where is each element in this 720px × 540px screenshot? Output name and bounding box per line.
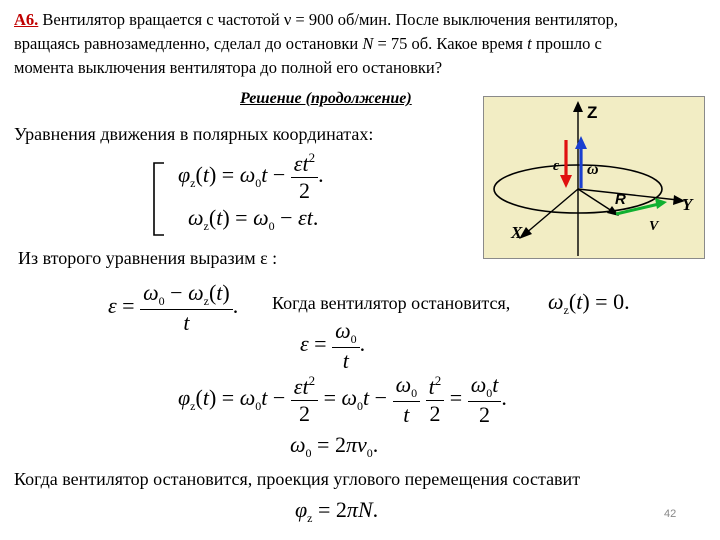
- equation-omega0: $\omega_0 = 2\pi\nu_0$.: [290, 432, 379, 460]
- problem-line2-post: прошло с: [531, 34, 602, 53]
- problem-line3: момента выключения вентилятора до полной его остановки?: [14, 58, 443, 77]
- problem-line2-mid: = 75 об. Какое время: [373, 34, 528, 53]
- system-brace: [140, 160, 170, 238]
- problem-line1: Вентилятор вращается с частотой ν = 900 об/мин. После выключения вентилятор,: [38, 10, 619, 29]
- problem-t-symbol: t: [527, 34, 532, 53]
- solution-title: Решение (продолжение): [240, 90, 412, 107]
- problem-statement: [14, 8, 704, 80]
- rotation-diagram: [483, 96, 705, 259]
- equation-epsilon-stop: ε = $\frac{\omega_0}{t}$ .: [300, 318, 366, 373]
- velocity-label: V: [649, 219, 659, 234]
- page-number: 42: [664, 508, 677, 520]
- equation-phi-2piN: $\varphi_z = 2\pi N$.: [295, 497, 379, 525]
- when-stops-text: Когда вентилятор остановится,: [272, 293, 511, 313]
- projection-text: Когда вентилятор остановится, проекция углового перемещения составит: [14, 469, 581, 489]
- y-axis-label: Y: [682, 195, 693, 214]
- x-axis-label: X: [511, 223, 523, 242]
- equation-epsilon-general: ε = $\frac{\omega_0 - \omega_z(t)}{t}$ .: [108, 280, 239, 335]
- radius-label: R: [615, 191, 626, 208]
- problem-n-symbol: N: [362, 34, 374, 53]
- omega-label: ω: [587, 161, 599, 178]
- equation-phi-substituted: $\varphi_z(t) = \omega_0t$ − $\frac{\varepsilon t^2}{2}$ = $\omega_0t$ − $\frac{\omega_0}{t}$ $\frac{t^2}{2}$ = $\frac{\omega_0t}{2}$ .: [178, 372, 507, 427]
- equation-omega-zero: $\omega_z(t) = 0$.: [548, 289, 630, 317]
- problem-label: А6.: [14, 10, 39, 29]
- epsilon-label: ε: [553, 158, 560, 174]
- equation-omega-t: $\omega_z(t) = \omega_0 - \varepsilon t$.: [188, 205, 319, 233]
- problem-line2-pre: вращаясь равнозамедленно, сделал до остановки: [14, 34, 363, 53]
- z-axis-label: Z: [587, 103, 598, 122]
- second-equation-text: Из второго уравнения выразим ε :: [18, 248, 278, 268]
- polar-equations-text: Уравнения движения в полярных координатах:: [14, 124, 374, 144]
- equation-phi-t: $\varphi_z(t) = \omega_0t$ − $\frac{\varepsilon t^2}{2}$ .: [178, 150, 324, 203]
